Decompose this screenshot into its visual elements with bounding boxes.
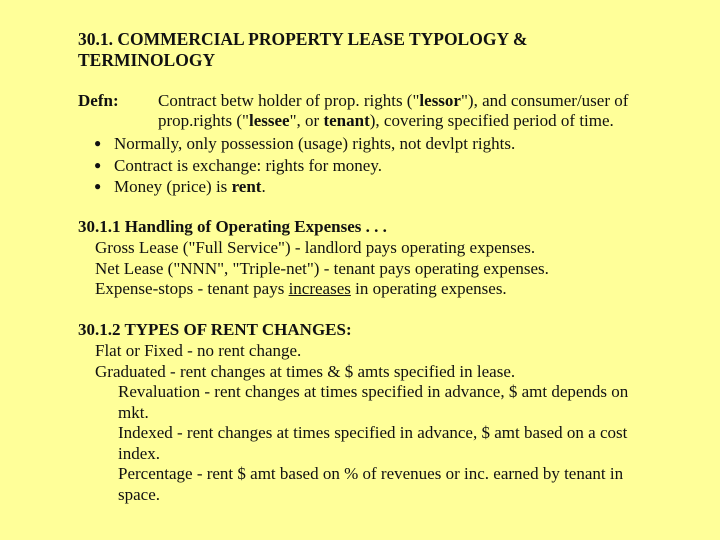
section-heading-rent-changes: 30.1.2 TYPES OF RENT CHANGES: bbox=[78, 320, 352, 339]
term-lessee: lessee bbox=[249, 111, 290, 130]
list-item: Percentage - rent $ amt based on % of revenues or inc. earned by tenant in space. bbox=[118, 464, 624, 504]
definition-bullets bbox=[92, 133, 515, 198]
list-item: Revaluation - rent changes at times specified in advance, $ amt depends on mkt. bbox=[118, 382, 629, 422]
expense-stops-text-a: Expense-stops - tenant pays bbox=[95, 279, 289, 299]
bullet-item bbox=[92, 155, 515, 177]
title-line-2: TERMINOLOGY bbox=[78, 50, 216, 70]
definition-part-a: Contract betw holder of prop. rights (" bbox=[158, 91, 420, 110]
term-rent: rent bbox=[231, 177, 262, 196]
expense-stops-text-b: in operating expenses. bbox=[350, 279, 507, 299]
bullet-text-b: . bbox=[261, 177, 266, 196]
bullet-dot-icon: ● bbox=[94, 157, 102, 172]
definition-text bbox=[158, 91, 658, 131]
term-tenant: tenant bbox=[323, 111, 370, 130]
definition-part-c: ", or bbox=[289, 111, 324, 130]
graduated-subtypes-list bbox=[118, 382, 663, 506]
list-item: Net Lease ("NNN", "Triple-net") - tenant pays operating expenses. bbox=[95, 258, 549, 278]
term-lessor: lessor bbox=[419, 91, 461, 110]
definition-part-d: ), covering specified period of time. bbox=[369, 111, 614, 130]
page-title bbox=[78, 29, 678, 71]
bullet-dot-icon: ● bbox=[94, 179, 102, 193]
bullet-text-a: Money (price) is bbox=[114, 177, 232, 196]
list-item: Gross Lease ("Full Service") - landlord pays operating expenses. bbox=[95, 238, 536, 257]
section-heading-operating-expenses: 30.1.1 Handling of Operating Expenses . . . bbox=[78, 217, 387, 236]
bullet-dot-icon: ● bbox=[94, 136, 102, 150]
bullet-text: Normally, only possession (usage) rights, not devlpt rights. bbox=[114, 134, 516, 153]
list-item: Indexed - rent changes at times specified in advance, $ amt based on a cost index. bbox=[118, 423, 628, 463]
definition-label: Defn: bbox=[78, 91, 119, 110]
bullet-item bbox=[92, 176, 515, 198]
rent-changes-list bbox=[95, 341, 515, 382]
bullet-text: Contract is exchange: rights for money. bbox=[114, 155, 382, 175]
operating-expenses-list bbox=[95, 238, 549, 300]
bullet-item bbox=[92, 133, 515, 155]
list-item: Graduated - rent changes at times & $ amts specified in lease. bbox=[95, 361, 516, 381]
list-item bbox=[95, 279, 549, 300]
title-line-1: 30.1. COMMERCIAL PROPERTY LEASE TYPOLOGY & bbox=[78, 29, 528, 49]
list-item: Flat or Fixed - no rent change. bbox=[95, 341, 302, 360]
underlined-increases: increases bbox=[288, 279, 351, 299]
definition-part-b: "), and consumer/user of prop.rights (" bbox=[158, 91, 629, 130]
